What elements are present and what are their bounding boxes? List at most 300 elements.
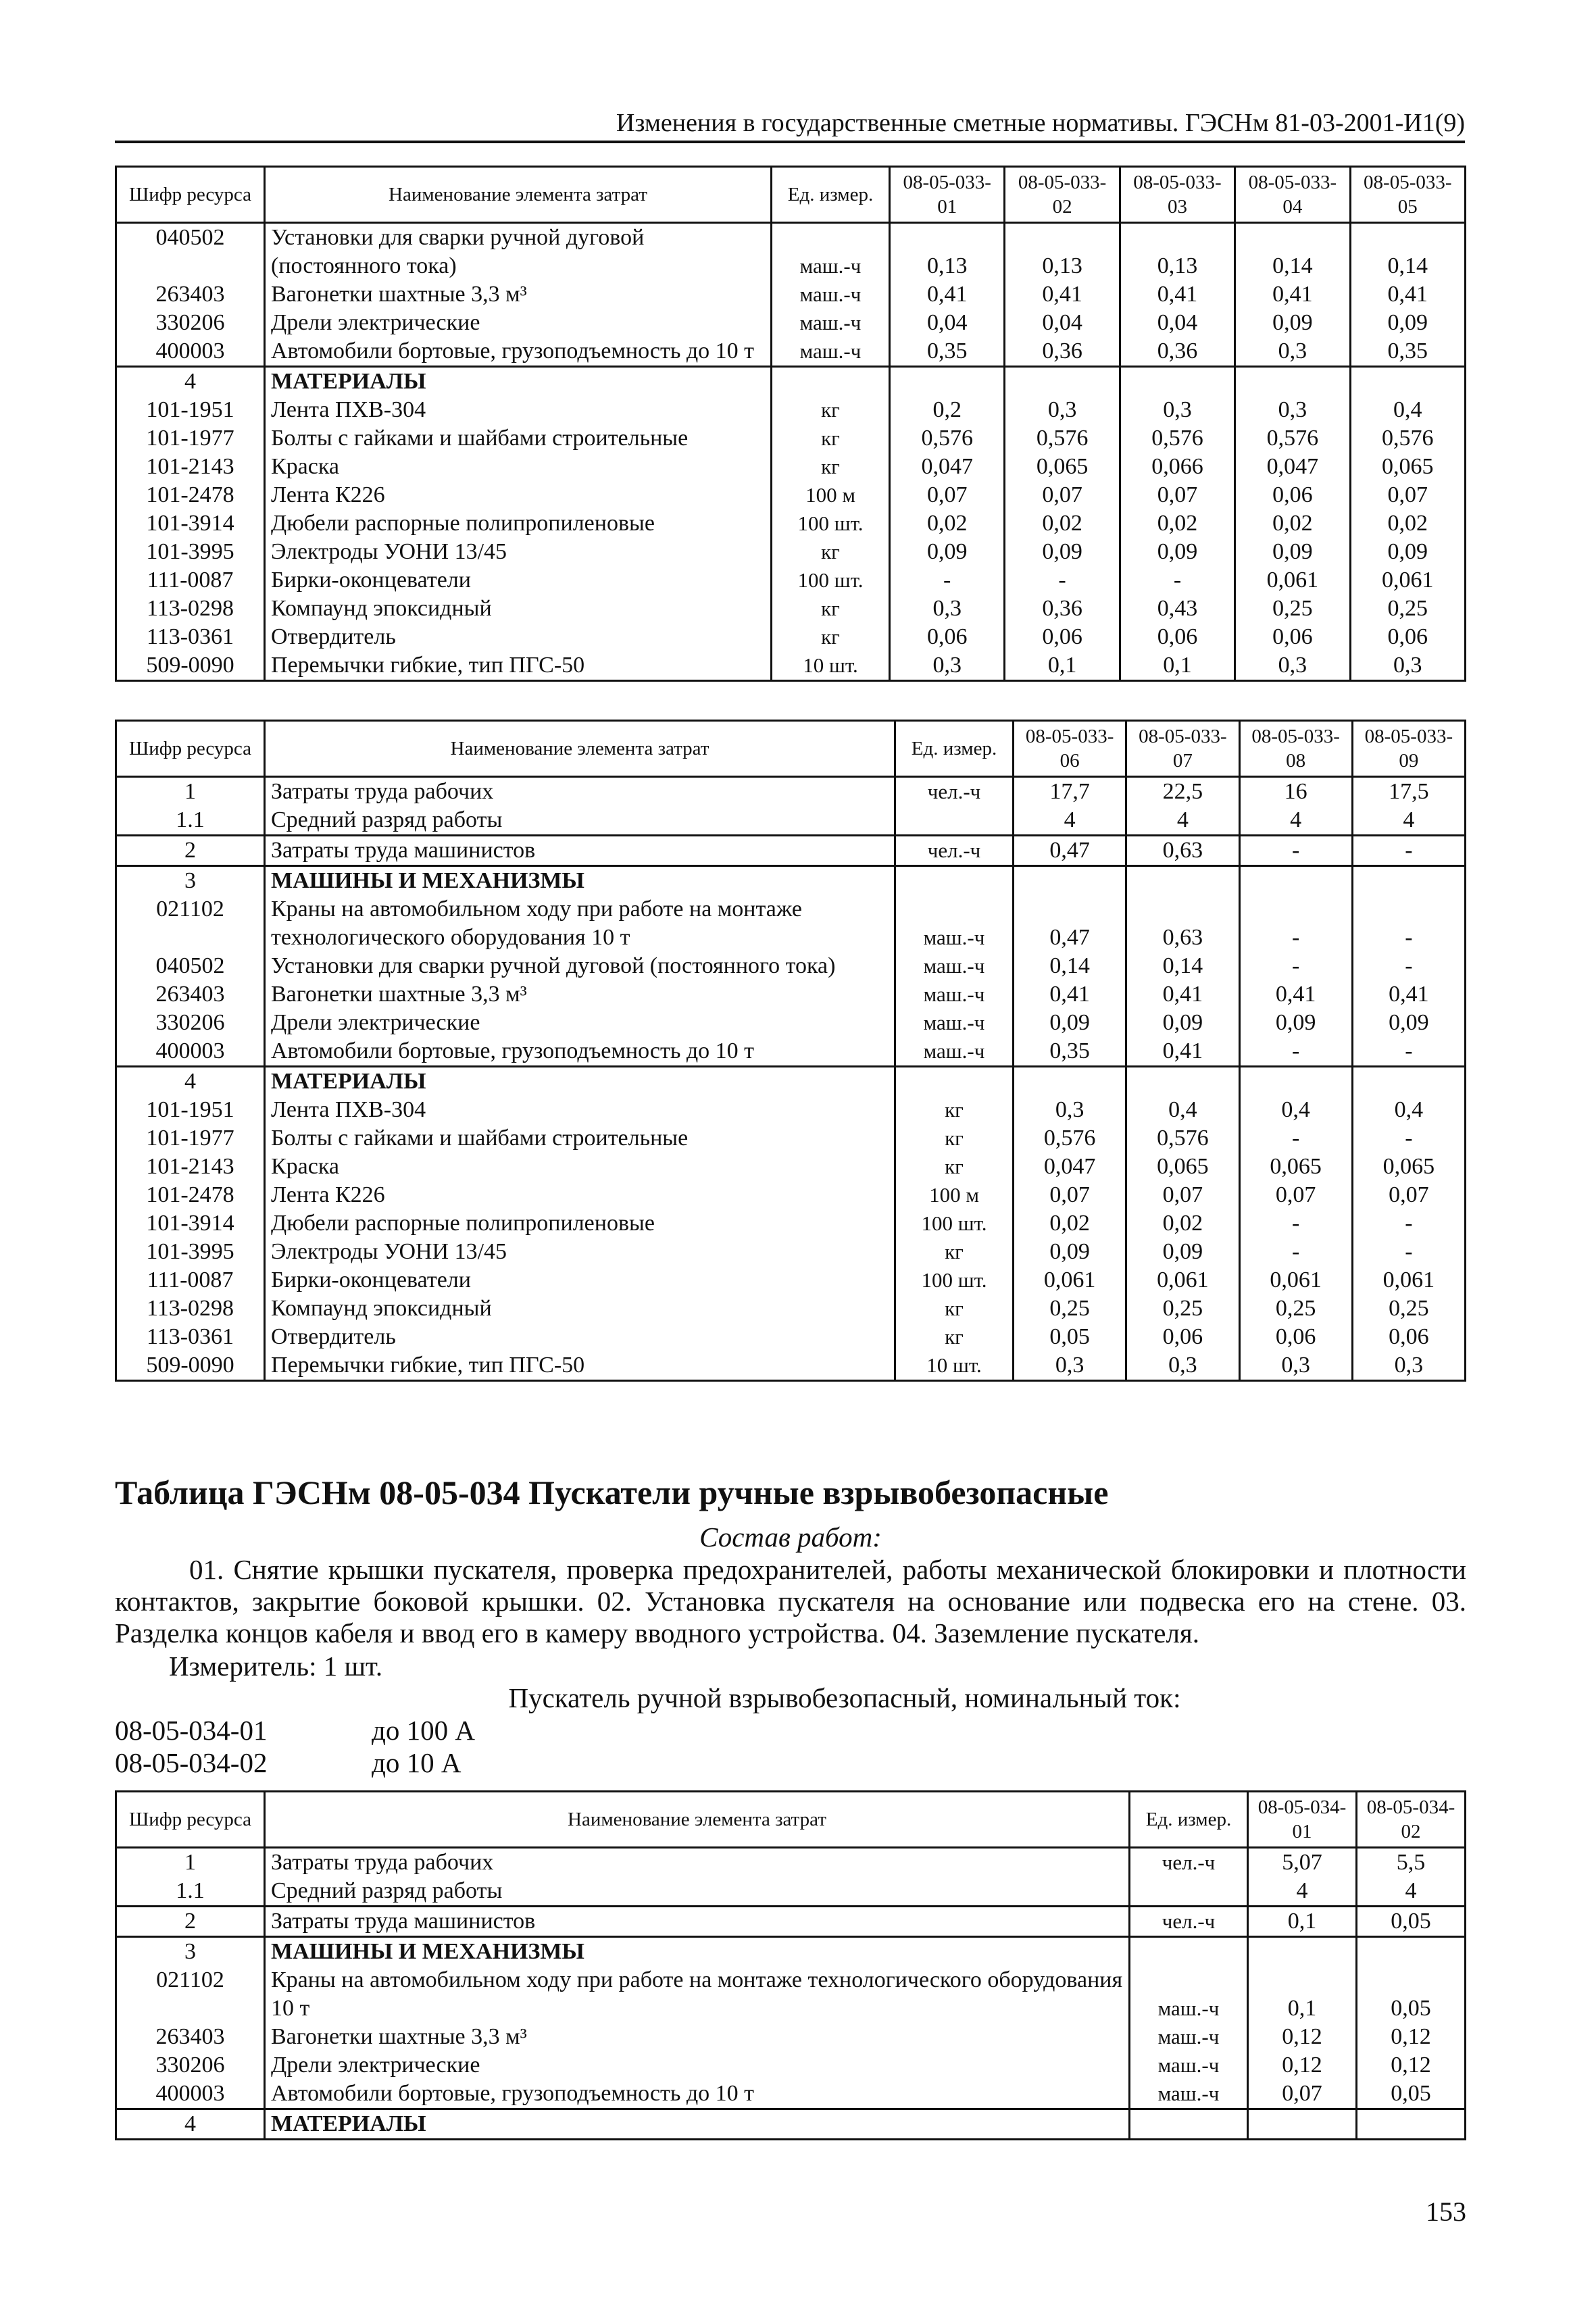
resource-name: Вагонетки шахтные 3,3 м³ [265, 2023, 1130, 2051]
resource-table-033-06-09 [115, 720, 1466, 1382]
value-cell: 0,47 [1014, 895, 1126, 952]
value-cell: - [1352, 836, 1465, 866]
value-cell: 0,41 [1005, 280, 1120, 309]
resource-name: Затраты труда рабочих [265, 777, 895, 807]
value-cell: 0,35 [1014, 1037, 1126, 1067]
resource-name: Вагонетки шахтные 3,3 м³ [265, 280, 772, 309]
value-cell: 0,02 [1235, 509, 1350, 538]
value-cell: 0,41 [1126, 1037, 1239, 1067]
unit-cell: кг [772, 595, 890, 623]
value-cell [1005, 367, 1120, 397]
value-cell [1239, 1067, 1352, 1097]
resource-name: Отвердитель [265, 623, 772, 651]
value-cell: 0,07 [1005, 481, 1120, 509]
value-cell: 0,06 [1120, 623, 1235, 651]
resource-code: 263403 [116, 980, 265, 1009]
table-row [116, 481, 1466, 509]
unit-cell: маш.-ч [772, 337, 890, 367]
unit-cell: 10 шт. [772, 651, 890, 681]
value-cell: 0,02 [1005, 509, 1120, 538]
measurer: Измеритель: 1 шт. [169, 1651, 383, 1682]
value-cell: - [1239, 1238, 1352, 1266]
resource-code: 1 [116, 1848, 265, 1878]
value-cell: 0,576 [1350, 424, 1465, 453]
value-cell: 0,576 [1126, 1124, 1239, 1153]
value-cell: 0,09 [1014, 1238, 1126, 1266]
table-row [116, 2023, 1466, 2051]
value-cell: - [1005, 566, 1120, 595]
header-norm-code: 08-05-033-05 [1350, 167, 1465, 223]
resource-code: 330206 [116, 2051, 265, 2080]
value-cell: 0,3 [1235, 337, 1350, 367]
table-row [116, 1351, 1466, 1381]
table-row [116, 509, 1466, 538]
header-name: Наименование элемента затрат [265, 1792, 1130, 1848]
header-name: Наименование элемента затрат [265, 721, 895, 777]
unit-cell: 100 шт. [895, 1266, 1014, 1294]
resource-code: 330206 [116, 1009, 265, 1037]
value-cell: 0,576 [890, 424, 1005, 453]
section-row [116, 1937, 1466, 1967]
value-cell: - [1239, 895, 1352, 952]
unit-cell: маш.-ч [1130, 2051, 1248, 2080]
resource-name: Бирки-оконцеватели [265, 566, 772, 595]
table-header-row [116, 167, 1466, 223]
header-norm-code: 08-05-033-04 [1235, 167, 1350, 223]
value-cell: 0,05 [1014, 1323, 1126, 1351]
value-cell: 0,09 [1350, 538, 1465, 566]
value-cell [1126, 1067, 1239, 1097]
section-title: Таблица ГЭСНм 08-05-034 Пускатели ручные взрывобезопасные [115, 1474, 1109, 1511]
resource-code: 101-1951 [116, 396, 265, 424]
value-cell: 0,3 [1239, 1351, 1352, 1381]
table-row [116, 623, 1466, 651]
value-cell: 0,3 [1126, 1351, 1239, 1381]
variant-text: до 100 А [372, 1715, 475, 1746]
value-cell: 0,02 [1014, 1209, 1126, 1238]
resource-code: 111-0087 [116, 1266, 265, 1294]
unit-cell [1130, 2109, 1248, 2140]
value-cell [1120, 367, 1235, 397]
resource-name: Краска [265, 1153, 895, 1181]
value-cell: 0,09 [1235, 538, 1350, 566]
resource-name: Дюбели распорные полипропиленовые [265, 509, 772, 538]
resource-name: Перемычки гибкие, тип ПГС-50 [265, 651, 772, 681]
section-row [116, 866, 1466, 896]
resource-name: Автомобили бортовые, грузоподъемность до 10 т [265, 1037, 895, 1067]
value-cell: 0,09 [1235, 309, 1350, 337]
value-cell: - [1352, 1209, 1465, 1238]
unit-cell: маш.-ч [1130, 2023, 1248, 2051]
resource-name: Компаунд эпоксидный [265, 1294, 895, 1323]
table-row [116, 223, 1466, 281]
value-cell [1350, 367, 1465, 397]
resource-name: Вагонетки шахтные 3,3 м³ [265, 980, 895, 1009]
table-row [116, 337, 1466, 367]
resource-code: 3 [116, 866, 265, 896]
value-cell: 0,1 [1005, 651, 1120, 681]
value-cell: 0,06 [1126, 1323, 1239, 1351]
value-cell: 0,13 [1005, 223, 1120, 281]
resource-name: Установки для сварки ручной дуговой (постоянного тока) [265, 952, 895, 980]
value-cell: 0,07 [1120, 481, 1235, 509]
value-cell [1235, 367, 1350, 397]
section-row [116, 367, 1466, 397]
resource-name: Затраты труда рабочих [265, 1848, 1130, 1878]
section-row [116, 1067, 1466, 1097]
resource-code: 101-1977 [116, 1124, 265, 1153]
value-cell: 0,02 [890, 509, 1005, 538]
resource-code: 101-3914 [116, 509, 265, 538]
resource-code: 101-2143 [116, 1153, 265, 1181]
value-cell: 22,5 [1126, 777, 1239, 807]
value-cell: - [1352, 895, 1465, 952]
value-cell: 0,41 [890, 280, 1005, 309]
value-cell: 0,07 [890, 481, 1005, 509]
table-row [116, 1266, 1466, 1294]
unit-cell: кг [772, 538, 890, 566]
value-cell: 16 [1239, 777, 1352, 807]
resource-code: 263403 [116, 280, 265, 309]
header-norm-code: 08-05-033-02 [1005, 167, 1120, 223]
unit-cell: маш.-ч [895, 1009, 1014, 1037]
resource-code: 101-3995 [116, 538, 265, 566]
value-cell: 0,07 [1126, 1181, 1239, 1209]
unit-cell: чел.-ч [895, 836, 1014, 866]
value-cell: 0,061 [1235, 566, 1350, 595]
value-cell: - [890, 566, 1005, 595]
table-row [116, 2080, 1466, 2109]
table-row [116, 651, 1466, 681]
value-cell: 0,25 [1235, 595, 1350, 623]
table-row [116, 1907, 1466, 1937]
unit-cell: кг [895, 1096, 1014, 1124]
value-cell: 0,2 [890, 396, 1005, 424]
value-cell [1352, 1067, 1465, 1097]
value-cell: - [1120, 566, 1235, 595]
value-cell: 0,576 [1005, 424, 1120, 453]
header-norm-code: 08-05-033-07 [1126, 721, 1239, 777]
resource-name: Краны на автомобильном ходу при работе на монтаже технологического оборудования 10 т [265, 1966, 1130, 2023]
table-row [116, 396, 1466, 424]
header-norm-code: 08-05-033-06 [1014, 721, 1126, 777]
value-cell: 0,065 [1239, 1153, 1352, 1181]
table-row [116, 309, 1466, 337]
header-name: Наименование элемента затрат [265, 167, 772, 223]
table-row [116, 980, 1466, 1009]
resource-code: 1.1 [116, 806, 265, 836]
unit-cell: кг [895, 1294, 1014, 1323]
unit-cell: чел.-ч [895, 777, 1014, 807]
resource-code: 3 [116, 1937, 265, 1967]
resource-name: Дрели электрические [265, 1009, 895, 1037]
resource-code: 4 [116, 2109, 265, 2140]
resource-name: Лента ПХВ-304 [265, 1096, 895, 1124]
variant-code: 08-05-034-02 [115, 1747, 268, 1778]
value-cell: 0,07 [1352, 1181, 1465, 1209]
value-cell: 0,576 [1120, 424, 1235, 453]
unit-cell [895, 1067, 1014, 1097]
resource-code: 509-0090 [116, 1351, 265, 1381]
table-row [116, 836, 1466, 866]
value-cell: 0,41 [1235, 280, 1350, 309]
resource-code: 101-2143 [116, 453, 265, 481]
value-cell: - [1352, 952, 1465, 980]
resource-code: 4 [116, 1067, 265, 1097]
table-row [116, 1153, 1466, 1181]
value-cell: 0,1 [1248, 1966, 1357, 2023]
variant-text: до 10 А [372, 1747, 462, 1778]
header-code: Шифр ресурса [116, 1792, 265, 1848]
header-unit: Ед. измер. [1130, 1792, 1248, 1848]
resource-code: 113-0361 [116, 623, 265, 651]
resource-name: Компаунд эпоксидный [265, 595, 772, 623]
resource-table-033-01-05 [115, 166, 1466, 682]
value-cell: 0,05 [1357, 1966, 1466, 2023]
value-cell: 0,09 [1352, 1009, 1465, 1037]
resource-name: Установки для сварки ручной дуговой (постоянного тока) [265, 223, 772, 281]
value-cell: 0,3 [1350, 651, 1465, 681]
resource-name: Лента К226 [265, 1181, 895, 1209]
unit-cell: кг [772, 453, 890, 481]
value-cell: 0,3 [1235, 651, 1350, 681]
value-cell: 0,06 [1352, 1323, 1465, 1351]
work-composition-title: Состав работ: [699, 1521, 882, 1553]
value-cell: 0,36 [1120, 337, 1235, 367]
value-cell [1357, 2109, 1466, 2140]
resource-name: Дюбели распорные полипропиленовые [265, 1209, 895, 1238]
unit-cell: маш.-ч [895, 980, 1014, 1009]
variant-row [115, 1715, 475, 1746]
resource-table-034 [115, 1790, 1466, 2140]
value-cell: 4 [1126, 806, 1239, 836]
value-cell: 0,36 [1005, 595, 1120, 623]
resource-name: Электроды УОНИ 13/45 [265, 1238, 895, 1266]
value-cell: 0,09 [1120, 538, 1235, 566]
value-cell: - [1239, 1124, 1352, 1153]
value-cell: 0,06 [1235, 623, 1350, 651]
page-number: 153 [1426, 2196, 1466, 2227]
table-row [116, 2051, 1466, 2080]
table-row [116, 1238, 1466, 1266]
value-cell: 0,09 [1126, 1238, 1239, 1266]
value-cell: 0,061 [1014, 1266, 1126, 1294]
value-cell: 0,061 [1239, 1266, 1352, 1294]
value-cell: - [1352, 1238, 1465, 1266]
value-cell: 5,07 [1248, 1848, 1357, 1878]
value-cell: 0,02 [1120, 509, 1235, 538]
value-cell: 0,06 [1005, 623, 1120, 651]
value-cell: 0,25 [1350, 595, 1465, 623]
value-cell: 0,04 [890, 309, 1005, 337]
unit-cell: кг [895, 1153, 1014, 1181]
value-cell: 0,02 [1350, 509, 1465, 538]
value-cell: 17,5 [1352, 777, 1465, 807]
value-cell: 0,1 [1120, 651, 1235, 681]
unit-cell [772, 367, 890, 397]
value-cell: 0,05 [1357, 2080, 1466, 2109]
section-row [116, 2109, 1466, 2140]
value-cell: 0,13 [1120, 223, 1235, 281]
value-cell [1248, 1937, 1357, 1967]
value-cell: 0,41 [1120, 280, 1235, 309]
resource-name: Лента К226 [265, 481, 772, 509]
resource-code: 111-0087 [116, 566, 265, 595]
value-cell: 0,3 [890, 651, 1005, 681]
value-cell: 0,14 [1014, 952, 1126, 980]
unit-cell: 10 шт. [895, 1351, 1014, 1381]
table-row [116, 806, 1466, 836]
value-cell: - [1352, 1037, 1465, 1067]
table-row [116, 1124, 1466, 1153]
table-row [116, 1037, 1466, 1067]
unit-cell: маш.-ч [895, 895, 1014, 952]
resource-code: 2 [116, 836, 265, 866]
value-cell: 0,06 [890, 623, 1005, 651]
value-cell: 0,07 [1350, 481, 1465, 509]
resource-code: 101-1951 [116, 1096, 265, 1124]
resource-code: 101-2478 [116, 481, 265, 509]
resource-code: 101-3995 [116, 1238, 265, 1266]
value-cell: 0,06 [1350, 623, 1465, 651]
value-cell: 0,047 [890, 453, 1005, 481]
table-subtitle: Пускатель ручной взрывобезопасный, номинальный ток: [508, 1682, 1181, 1713]
resource-name: Дрели электрические [265, 2051, 1130, 2080]
value-cell: 0,41 [1352, 980, 1465, 1009]
header-norm-code: 08-05-033-09 [1352, 721, 1465, 777]
header-norm-code: 08-05-033-03 [1120, 167, 1235, 223]
value-cell: 0,13 [890, 223, 1005, 281]
value-cell: 0,12 [1357, 2023, 1466, 2051]
table-row [116, 538, 1466, 566]
unit-cell: чел.-ч [1130, 1848, 1248, 1878]
value-cell: 0,14 [1235, 223, 1350, 281]
resource-code: 113-0361 [116, 1323, 265, 1351]
value-cell: 0,36 [1005, 337, 1120, 367]
value-cell: 0,12 [1357, 2051, 1466, 2080]
resource-code: 509-0090 [116, 651, 265, 681]
value-cell: 0,35 [890, 337, 1005, 367]
resource-name: Затраты труда машинистов [265, 836, 895, 866]
resource-code: 263403 [116, 2023, 265, 2051]
resource-code: 021102 [116, 895, 265, 952]
table-row [116, 424, 1466, 453]
value-cell: 0,1 [1248, 1907, 1357, 1937]
resource-name: Средний разряд работы [265, 1877, 1130, 1907]
value-cell: 4 [1239, 806, 1352, 836]
table-row [116, 1848, 1466, 1878]
resource-name: Бирки-оконцеватели [265, 1266, 895, 1294]
resource-name: Болты с гайками и шайбами строительные [265, 1124, 895, 1153]
resource-code: 040502 [116, 223, 265, 281]
unit-cell: маш.-ч [1130, 2080, 1248, 2109]
table-header-row [116, 1792, 1466, 1848]
value-cell: 0,07 [1239, 1181, 1352, 1209]
unit-cell [1130, 1937, 1248, 1967]
resource-name: Болты с гайками и шайбами строительные [265, 424, 772, 453]
table-row [116, 1877, 1466, 1907]
table-row [116, 566, 1466, 595]
value-cell: 0,35 [1350, 337, 1465, 367]
unit-cell: 100 м [772, 481, 890, 509]
value-cell: 0,47 [1014, 836, 1126, 866]
value-cell: - [1239, 1037, 1352, 1067]
value-cell: 0,63 [1126, 836, 1239, 866]
value-cell: 0,41 [1350, 280, 1465, 309]
header-unit: Ед. измер. [772, 167, 890, 223]
resource-name: МАШИНЫ И МЕХАНИЗМЫ [265, 1937, 1130, 1967]
unit-cell: маш.-ч [772, 280, 890, 309]
resource-code: 113-0298 [116, 1294, 265, 1323]
value-cell: 0,4 [1239, 1096, 1352, 1124]
unit-cell: 100 м [895, 1181, 1014, 1209]
value-cell: 0,06 [1239, 1323, 1352, 1351]
resource-code: 101-1977 [116, 424, 265, 453]
header-norm-code: 08-05-033-01 [890, 167, 1005, 223]
value-cell: - [1239, 952, 1352, 980]
resource-code: 1 [116, 777, 265, 807]
table-row [116, 952, 1466, 980]
value-cell: 4 [1357, 1877, 1466, 1907]
value-cell: 0,061 [1350, 566, 1465, 595]
table-row [116, 1966, 1466, 2023]
resource-code: 4 [116, 367, 265, 397]
table-row [116, 1009, 1466, 1037]
value-cell: 0,3 [1235, 396, 1350, 424]
value-cell: 0,4 [1350, 396, 1465, 424]
unit-cell [1130, 1877, 1248, 1907]
value-cell: 0,41 [1239, 980, 1352, 1009]
value-cell [890, 367, 1005, 397]
value-cell: 0,25 [1352, 1294, 1465, 1323]
value-cell: 0,4 [1352, 1096, 1465, 1124]
table-row [116, 595, 1466, 623]
resource-name: Краны на автомобильном ходу при работе на монтаже технологического оборудования 10 т [265, 895, 895, 952]
unit-cell: кг [895, 1323, 1014, 1351]
table-row [116, 280, 1466, 309]
resource-code: 101-3914 [116, 1209, 265, 1238]
unit-cell: кг [895, 1238, 1014, 1266]
resource-code: 330206 [116, 309, 265, 337]
resource-code: 113-0298 [116, 595, 265, 623]
table-row [116, 1209, 1466, 1238]
resource-name: Лента ПХВ-304 [265, 396, 772, 424]
table-row [116, 1294, 1466, 1323]
value-cell: 0,63 [1126, 895, 1239, 952]
value-cell: 0,04 [1120, 309, 1235, 337]
value-cell: 0,065 [1005, 453, 1120, 481]
value-cell [1126, 866, 1239, 896]
value-cell: 0,12 [1248, 2051, 1357, 2080]
value-cell: 0,09 [1126, 1009, 1239, 1037]
unit-cell: чел.-ч [1130, 1907, 1248, 1937]
value-cell [1014, 1067, 1126, 1097]
table-row [116, 1323, 1466, 1351]
variant-code: 08-05-034-01 [115, 1715, 268, 1746]
unit-cell: кг [772, 623, 890, 651]
value-cell: 0,09 [1014, 1009, 1126, 1037]
value-cell: 0,02 [1126, 1209, 1239, 1238]
value-cell: 0,09 [1239, 1009, 1352, 1037]
value-cell: 0,04 [1005, 309, 1120, 337]
unit-cell: маш.-ч [772, 309, 890, 337]
value-cell: 4 [1352, 806, 1465, 836]
unit-cell [895, 866, 1014, 896]
value-cell: 0,14 [1126, 952, 1239, 980]
value-cell: 4 [1248, 1877, 1357, 1907]
value-cell: 0,4 [1126, 1096, 1239, 1124]
value-cell [1352, 866, 1465, 896]
